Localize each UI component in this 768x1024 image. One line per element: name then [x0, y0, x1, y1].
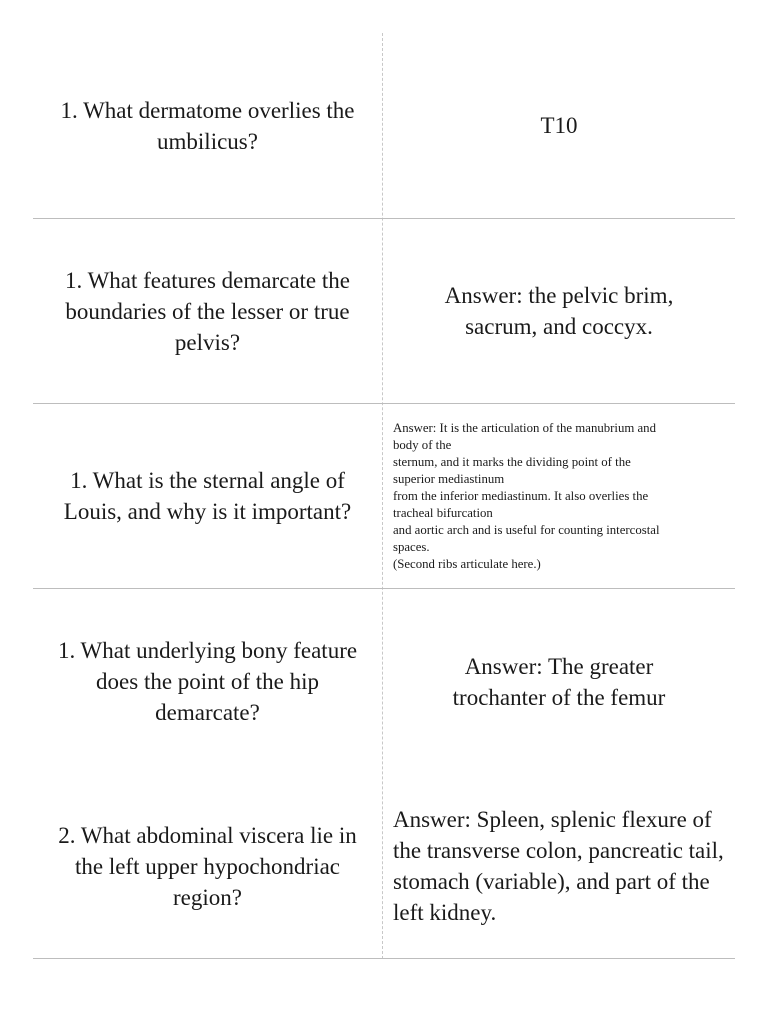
flashcard-row [33, 589, 735, 774]
answer-line: superior mediastinum [393, 471, 505, 486]
flashcard-sheet [33, 33, 735, 959]
flashcard-row [33, 33, 735, 219]
answer-line: from the inferior mediastinum. It also overlies the [393, 488, 649, 503]
answer-text: Answer: Spleen, splenic flexure of the transverse colon, pancreatic tail, stomach (variable), and part of the left kidney. [393, 807, 724, 925]
answer-cell [383, 589, 735, 774]
question-text: 1. What dermatome overlies the umbilicus? [60, 97, 355, 154]
question-text: 1. What underlying bony feature does the point of the hip demarcate? [57, 638, 358, 725]
answer-line: tracheal bifurcation [393, 505, 493, 520]
answer-line: (Second ribs articulate here.) [393, 556, 541, 571]
answer-text: Answer: The greater trochanter of the femur [452, 653, 666, 710]
answer-line: spaces. [393, 539, 430, 554]
answer-cell [383, 219, 735, 403]
answer-cell [383, 404, 735, 588]
flashcard-row [33, 404, 735, 589]
question-cell [33, 33, 382, 218]
bottom-cut-line [33, 958, 735, 959]
answer-line: Answer: It is the articulation of the manubrium and [393, 420, 656, 435]
question-cell [33, 219, 382, 403]
answer-cell [383, 33, 735, 218]
question-cell [33, 589, 382, 774]
answer-text: Answer: the pelvic brim, sacrum, and coccyx. [444, 283, 674, 339]
flashcard-row [33, 219, 735, 404]
question-text: 2. What abdominal viscera lie in the left upper hypochondriac region? [58, 822, 357, 910]
answer-line: and aortic arch and is useful for counting intercostal [393, 522, 660, 537]
question-text: 1. What features demarcate the boundaries of the lesser or true pelvis? [64, 267, 350, 355]
answer-line: sternum, and it marks the dividing point of the [393, 454, 631, 469]
answer-line: body of the [393, 437, 452, 452]
question-text: 1. What is the sternal angle of Louis, and why is it important? [63, 468, 352, 524]
question-cell [33, 404, 382, 588]
flashcard-row [33, 774, 735, 958]
answer-cell [383, 774, 735, 958]
question-cell [33, 774, 382, 958]
answer-text: T10 [540, 113, 578, 138]
answer-text [393, 420, 727, 573]
